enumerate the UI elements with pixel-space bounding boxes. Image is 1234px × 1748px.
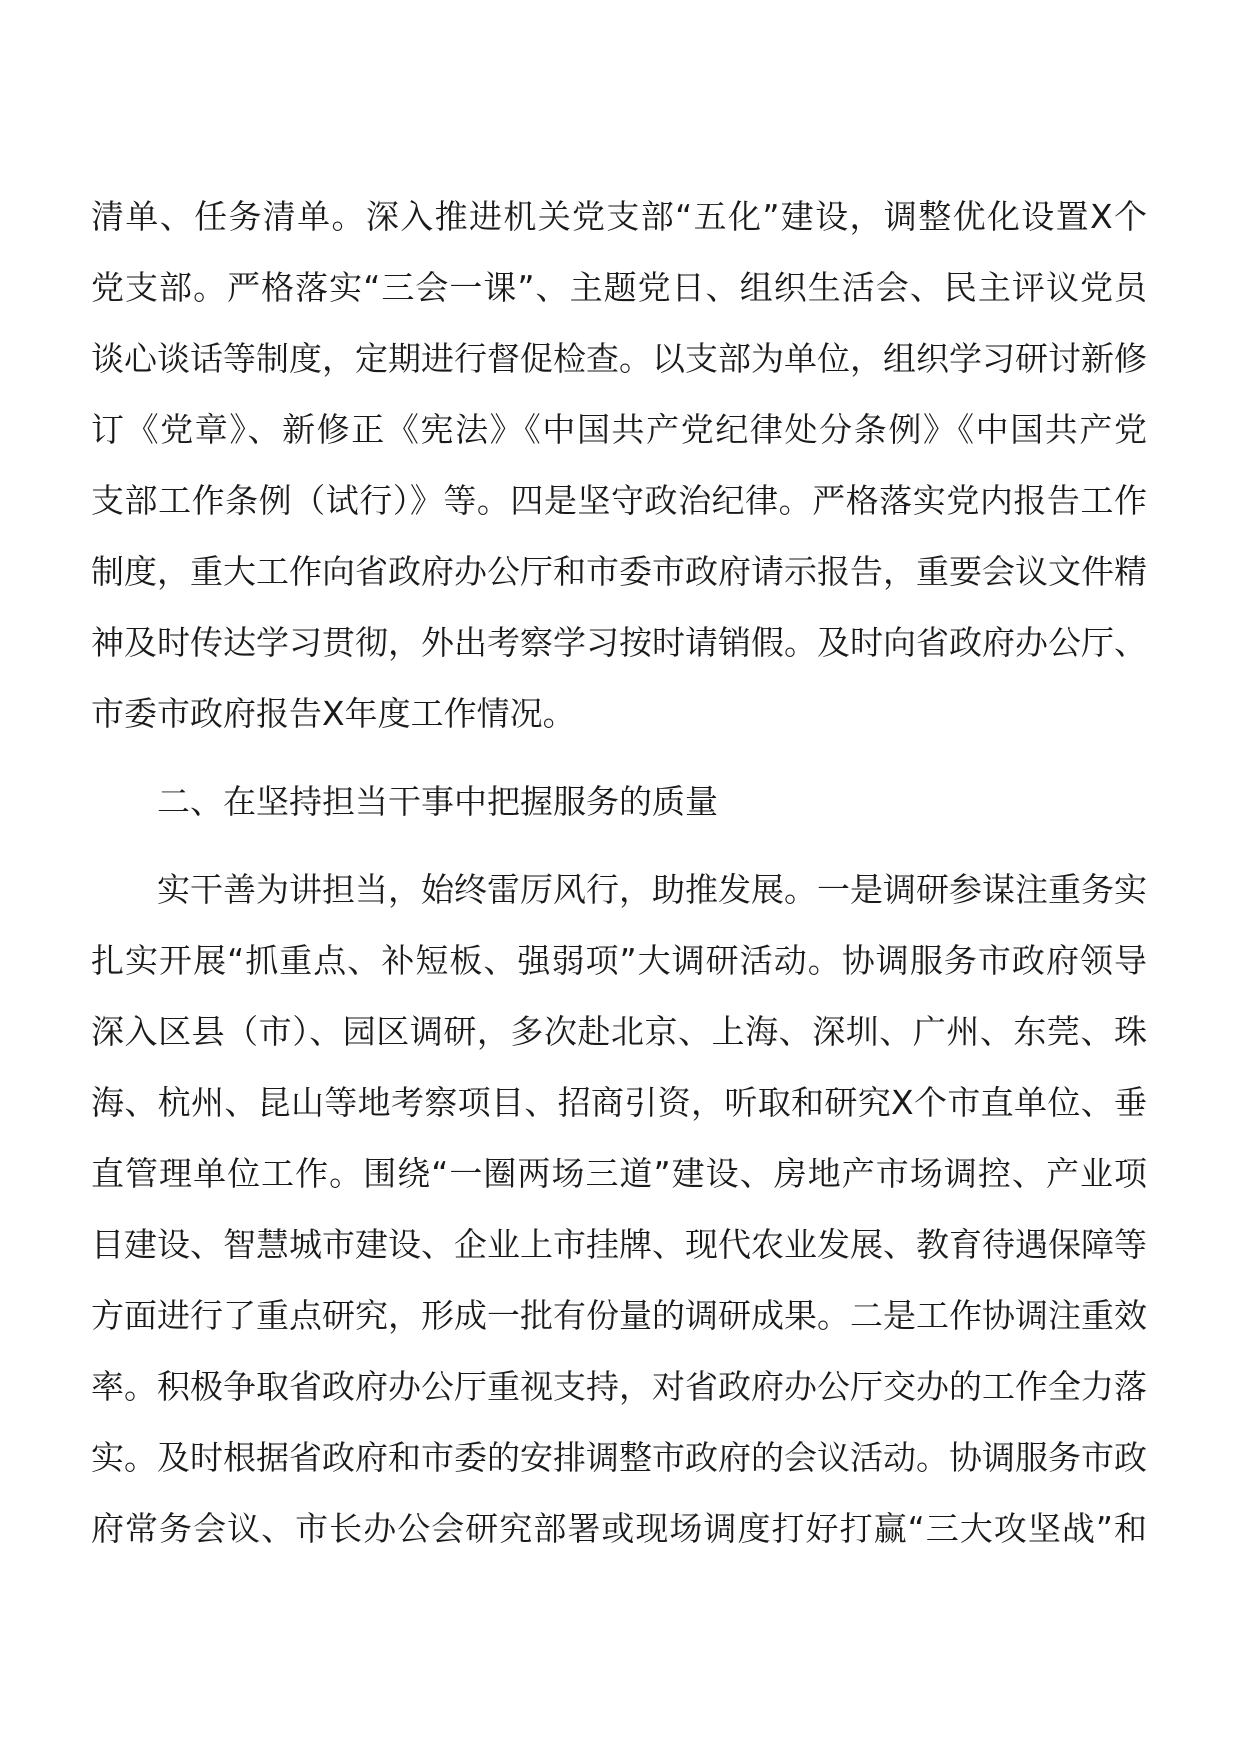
paragraph-line: 谈心谈话等制度，定期进行督促检查。以支部为单位，组织学习研讨新修 bbox=[91, 339, 1147, 378]
paragraph-line: 支部工作条例（试行）》等。四是坚守政治纪律。严格落实党内报告工作 bbox=[91, 481, 1147, 520]
section-heading: 二、在坚持担当干事中把握服务的质量 bbox=[157, 782, 718, 821]
paragraph-line: 深入区县（市）、园区调研，多次赴北京、上海、深圳、广州、东莞、珠 bbox=[91, 1012, 1147, 1051]
paragraph-line: 神及时传达学习贯彻，外出考察学习按时请销假。及时向省政府办公厅、 bbox=[91, 623, 1147, 662]
paragraph-line: 目建设、智慧城市建设、企业上市挂牌、现代农业发展、教育待遇保障等 bbox=[91, 1225, 1147, 1264]
paragraph-line: 实。及时根据省政府和市委的安排调整市政府的会议活动。协调服务市政 bbox=[91, 1438, 1147, 1477]
paragraph-line: 订《党章》、新修正《宪法》《中国共产党纪律处分条例》《中国共产党 bbox=[91, 410, 1147, 449]
paragraph-continuation bbox=[91, 181, 1147, 749]
paragraph-line: 清单、任务清单。深入推进机关党支部“五化”建设，调整优化设置X个 bbox=[91, 197, 1147, 236]
document-body bbox=[91, 181, 1147, 1564]
paragraph-line: 制度，重大工作向省政府办公厅和市委市政府请示报告，重要会议文件精 bbox=[91, 552, 1147, 591]
paragraph-line: 海、杭州、昆山等地考察项目、招商引资，听取和研究X个市直单位、垂 bbox=[91, 1083, 1147, 1122]
paragraph-line: 府常务会议、市长办公会研究部署或现场调度打好打赢“三大攻坚战”和 bbox=[91, 1509, 1147, 1548]
paragraph-spacer bbox=[91, 749, 1147, 766]
paragraph-line: 实干善为讲担当，始终雷厉风行，助推发展。一是调研参谋注重务实 bbox=[157, 870, 1147, 909]
paragraph-body bbox=[91, 854, 1147, 1564]
paragraph-line: 市委市政府报告X年度工作情况。 bbox=[91, 694, 576, 733]
paragraph-line: 直管理单位工作。围绕“一圈两场三道”建设、房地产市场调控、产业项 bbox=[91, 1154, 1147, 1193]
paragraph-line: 党支部。严格落实“三会一课”、主题党日、组织生活会、民主评议党员 bbox=[91, 268, 1147, 307]
paragraph-line: 率。积极争取省政府办公厅重视支持，对省政府办公厅交办的工作全力落 bbox=[91, 1367, 1147, 1406]
paragraph-line: 扎实开展“抓重点、补短板、强弱项”大调研活动。协调服务市政府领导 bbox=[91, 941, 1147, 980]
paragraph-spacer bbox=[91, 837, 1147, 854]
paragraph-line: 方面进行了重点研究，形成一批有份量的调研成果。二是工作协调注重效 bbox=[91, 1296, 1147, 1335]
